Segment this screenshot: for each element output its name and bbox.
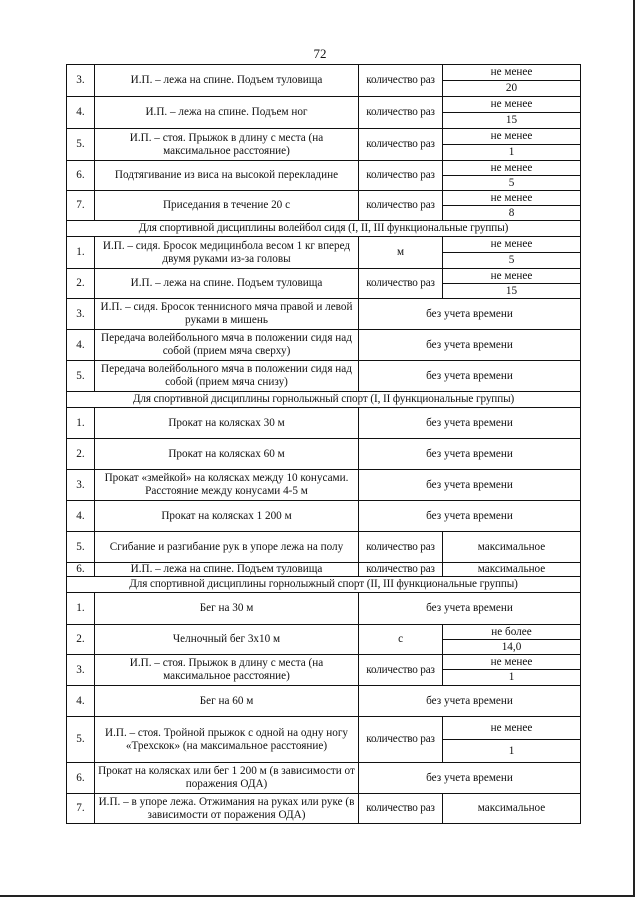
section-title: Для спортивной дисциплины горнолыжный спорт (II, III функциональные группы) — [67, 577, 581, 593]
measure-unit: количество раз — [359, 129, 443, 161]
norm-qualifier: не более — [443, 625, 581, 640]
norm-value: 8 — [443, 206, 581, 221]
row-number: 4. — [67, 686, 95, 717]
norm-value: максимальное — [443, 563, 581, 577]
table-row — [67, 65, 581, 81]
row-number: 4. — [67, 330, 95, 361]
norm-value: 15 — [443, 284, 581, 299]
exercise-description: Прокат на колясках 1 200 м — [95, 501, 359, 532]
norm-qualifier: не менее — [443, 161, 581, 176]
row-number: 3. — [67, 299, 95, 330]
exercise-description: Приседания в течение 20 с — [95, 191, 359, 221]
norm-value: без учета времени — [359, 439, 581, 470]
exercise-description: И.П. – стоя. Тройной прыжок с одной на одну ногу «Трехскок» (на максимальное расстояние) — [95, 717, 359, 763]
section-title: Для спортивной дисциплины горнолыжный спорт (I, II функциональные группы) — [67, 392, 581, 408]
section-title: Для спортивной дисциплины волейбол сидя (I, II, III функциональные группы) — [67, 221, 581, 237]
row-number: 7. — [67, 191, 95, 221]
row-number: 7. — [67, 794, 95, 824]
table-row — [67, 563, 581, 577]
measure-unit: с — [359, 625, 443, 655]
norm-qualifier: не менее — [443, 65, 581, 81]
exercise-description: Прокат на колясках 60 м — [95, 439, 359, 470]
measure-unit: количество раз — [359, 717, 443, 763]
table-row — [67, 361, 581, 392]
table-row — [67, 470, 581, 501]
row-number: 6. — [67, 763, 95, 794]
table-row — [67, 191, 581, 206]
norm-value: 14,0 — [443, 640, 581, 655]
table-row — [67, 501, 581, 532]
norm-value: 1 — [443, 145, 581, 161]
exercise-description: Бег на 60 м — [95, 686, 359, 717]
table-row — [67, 532, 581, 563]
exercise-description: Челночный бег 3x10 м — [95, 625, 359, 655]
exercise-description: Подтягивание из виса на высокой перекладине — [95, 161, 359, 191]
table-row — [67, 625, 581, 640]
measure-unit: количество раз — [359, 97, 443, 129]
norm-value: максимальное — [443, 794, 581, 824]
exercise-description: И.П. – в упоре лежа. Отжимания на руках или руке (в зависимости от поражения ОДА) — [95, 794, 359, 824]
norm-value: 5 — [443, 176, 581, 191]
exercise-description: Прокат «змейкой» на колясках между 10 конусами. Расстояние между конусами 4-5 м — [95, 470, 359, 501]
norm-value: без учета времени — [359, 408, 581, 439]
norm-qualifier: не менее — [443, 237, 581, 253]
exercise-description: Бег на 30 м — [95, 593, 359, 625]
row-number: 3. — [67, 655, 95, 686]
row-number: 3. — [67, 65, 95, 97]
norm-value: без учета времени — [359, 330, 581, 361]
section-header-row — [67, 221, 581, 237]
row-number: 4. — [67, 501, 95, 532]
norm-value: без учета времени — [359, 501, 581, 532]
table-row — [67, 299, 581, 330]
row-number: 5. — [67, 717, 95, 763]
standards-table — [66, 64, 581, 824]
norm-value: без учета времени — [359, 593, 581, 625]
norm-qualifier: не менее — [443, 97, 581, 113]
exercise-description: И.П. – стоя. Прыжок в длину с места (на максимальное расстояние) — [95, 129, 359, 161]
row-number: 3. — [67, 470, 95, 501]
table-row — [67, 763, 581, 794]
measure-unit: количество раз — [359, 161, 443, 191]
exercise-description: Передача волейбольного мяча в положении сидя над собой (прием мяча сверху) — [95, 330, 359, 361]
measure-unit: количество раз — [359, 794, 443, 824]
row-number: 5. — [67, 129, 95, 161]
norm-value: без учета времени — [359, 361, 581, 392]
measure-unit: количество раз — [359, 269, 443, 299]
row-number: 1. — [67, 237, 95, 269]
measure-unit: м — [359, 237, 443, 269]
exercise-description: Прокат на колясках 30 м — [95, 408, 359, 439]
norm-value: 1 — [443, 670, 581, 686]
exercise-description: И.П. – лежа на спине. Подъем туловища — [95, 563, 359, 577]
exercise-description: И.П. – лежа на спине. Подъем туловища — [95, 269, 359, 299]
section-header-row — [67, 392, 581, 408]
table-row — [67, 129, 581, 145]
norm-qualifier: не менее — [443, 129, 581, 145]
exercise-description: И.П. – лежа на спине. Подъем туловища — [95, 65, 359, 97]
measure-unit: количество раз — [359, 532, 443, 563]
exercise-description: И.П. – стоя. Прыжок в длину с места (на максимальное расстояние) — [95, 655, 359, 686]
row-number: 4. — [67, 97, 95, 129]
exercise-description: Сгибание и разгибание рук в упоре лежа на полу — [95, 532, 359, 563]
norm-qualifier: не менее — [443, 269, 581, 284]
norm-qualifier: не менее — [443, 655, 581, 670]
norm-qualifier: не менее — [443, 717, 581, 740]
exercise-description: И.П. – лежа на спине. Подъем ног — [95, 97, 359, 129]
row-number: 1. — [67, 593, 95, 625]
norm-value: без учета времени — [359, 470, 581, 501]
norm-value: без учета времени — [359, 686, 581, 717]
table-row — [67, 794, 581, 824]
measure-unit: количество раз — [359, 563, 443, 577]
measure-unit: количество раз — [359, 65, 443, 97]
row-number: 2. — [67, 269, 95, 299]
table-row — [67, 593, 581, 625]
exercise-description: Прокат на колясках или бег 1 200 м (в зависимости от поражения ОДА) — [95, 763, 359, 794]
exercise-description: И.П. – сидя. Бросок медицинбола весом 1 кг вперед двумя руками из-за головы — [95, 237, 359, 269]
measure-unit: количество раз — [359, 655, 443, 686]
table-row — [67, 439, 581, 470]
table-row — [67, 330, 581, 361]
norm-value: максимальное — [443, 532, 581, 563]
table-row — [67, 161, 581, 176]
table-row — [67, 717, 581, 740]
table-row — [67, 686, 581, 717]
table-row — [67, 97, 581, 113]
table-row — [67, 237, 581, 253]
table-row — [67, 655, 581, 670]
page-number: 72 — [313, 46, 327, 61]
norm-value: 15 — [443, 113, 581, 129]
row-number: 6. — [67, 563, 95, 577]
norm-value: 5 — [443, 253, 581, 269]
norm-value: 20 — [443, 81, 581, 97]
norm-qualifier: не менее — [443, 191, 581, 206]
exercise-description: И.П. – сидя. Бросок теннисного мяча правой и левой руками в мишень — [95, 299, 359, 330]
exercise-description: Передача волейбольного мяча в положении сидя над собой (прием мяча снизу) — [95, 361, 359, 392]
norm-value: без учета времени — [359, 299, 581, 330]
section-header-row — [67, 577, 581, 593]
row-number: 5. — [67, 532, 95, 563]
row-number: 1. — [67, 408, 95, 439]
row-number: 5. — [67, 361, 95, 392]
table-row — [67, 269, 581, 284]
table-row — [67, 408, 581, 439]
row-number: 2. — [67, 439, 95, 470]
row-number: 2. — [67, 625, 95, 655]
row-number: 6. — [67, 161, 95, 191]
norm-value: 1 — [443, 740, 581, 763]
norm-value: без учета времени — [359, 763, 581, 794]
measure-unit: количество раз — [359, 191, 443, 221]
